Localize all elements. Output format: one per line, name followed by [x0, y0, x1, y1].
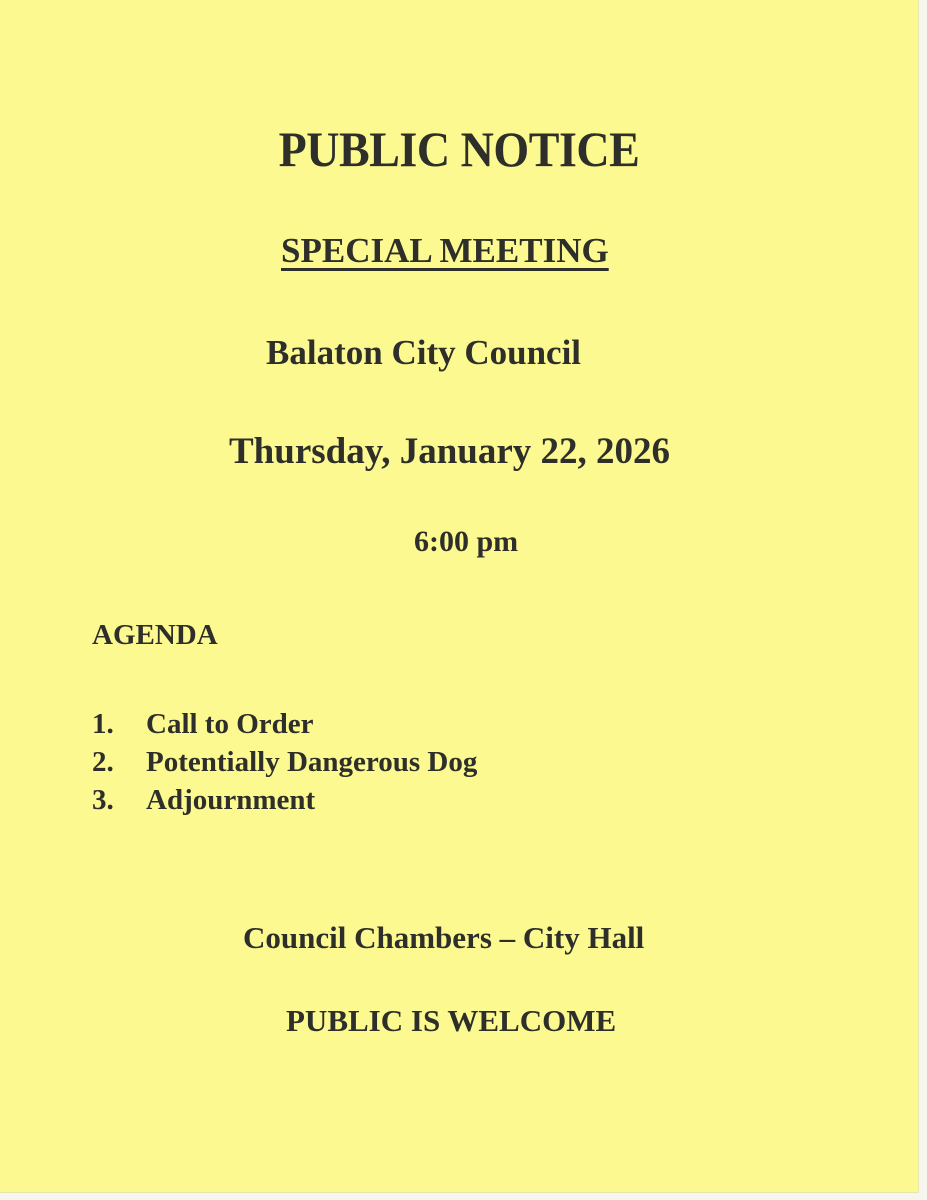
agenda-item [92, 705, 477, 743]
agenda-item-number: 1. [92, 708, 114, 740]
agenda-item-label: Potentially Dangerous Dog [146, 746, 478, 778]
agenda-item-label: Call to Order [146, 708, 314, 740]
notice-title: PUBLIC NOTICE [278, 121, 640, 177]
public-welcome-note: PUBLIC IS WELCOME [286, 1003, 617, 1038]
meeting-time: 6:00 pm [414, 525, 519, 558]
agenda-item [92, 781, 477, 819]
organization-name: Balaton City Council [266, 333, 582, 372]
agenda-heading: AGENDA [92, 619, 218, 651]
agenda-item [92, 743, 477, 781]
agenda-item-number: 3. [92, 784, 114, 816]
agenda-list [92, 705, 477, 819]
meeting-type-heading: SPECIAL MEETING [281, 231, 609, 270]
meeting-location: Council Chambers – City Hall [243, 920, 645, 955]
agenda-item-number: 2. [92, 746, 114, 778]
meeting-date: Thursday, January 22, 2026 [229, 431, 671, 472]
agenda-item-label: Adjournment [146, 784, 316, 816]
